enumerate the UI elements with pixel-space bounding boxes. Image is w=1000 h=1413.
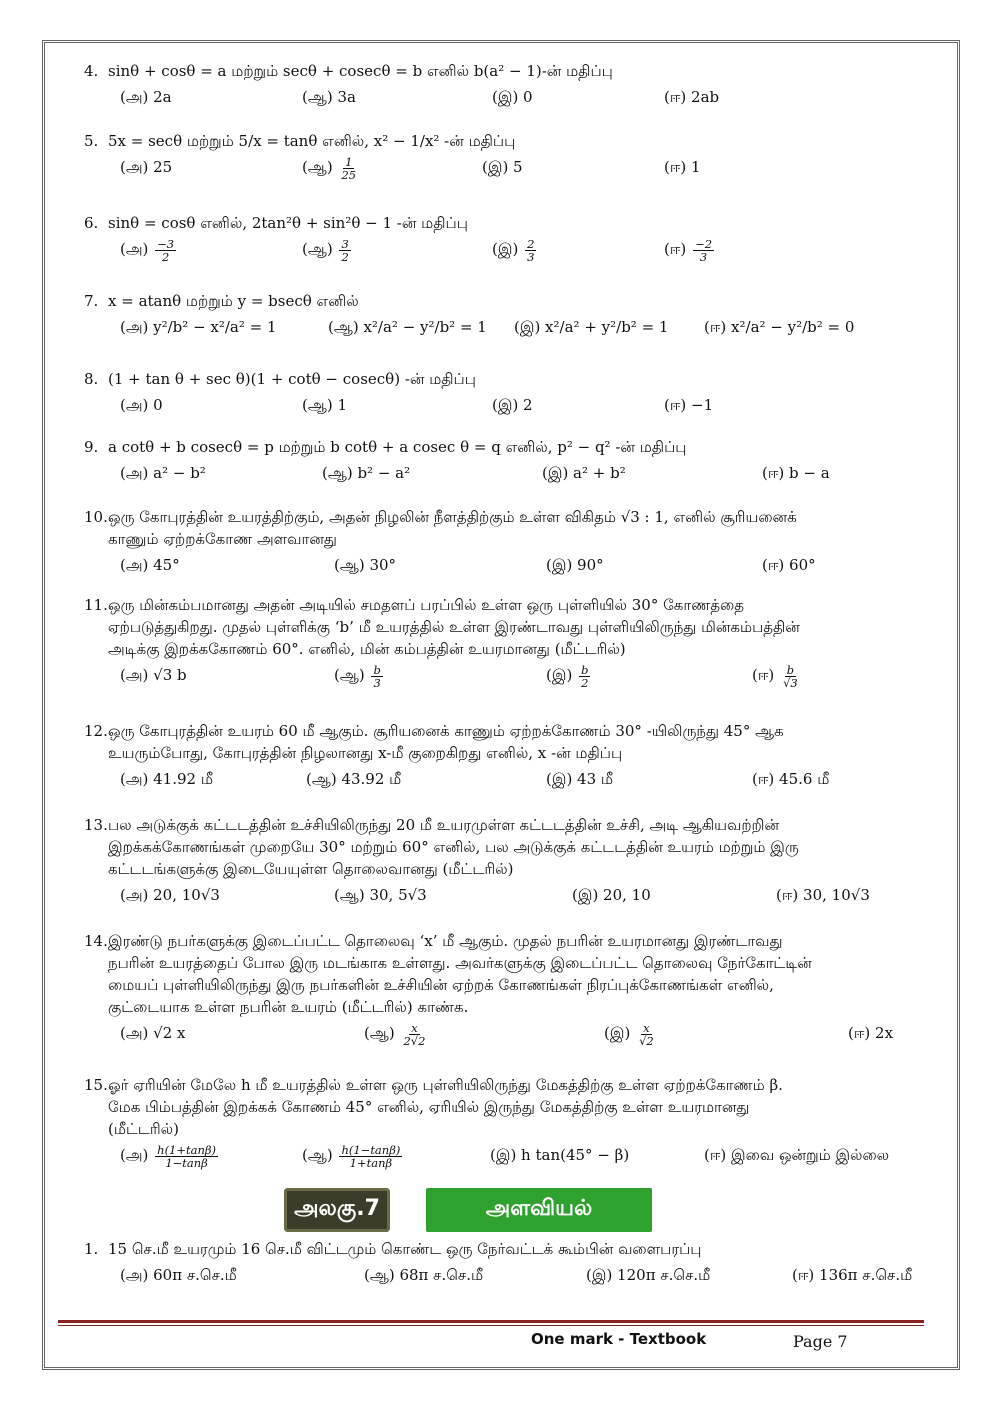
question-14: [84, 930, 920, 1052]
question-1: [84, 1238, 920, 1294]
question-5: [84, 130, 920, 186]
answer-option[interactable]: [792, 1262, 912, 1288]
unit-title-badge: அளவியல்: [426, 1188, 652, 1232]
question-number: 1.: [84, 1240, 99, 1258]
answer-options: [84, 314, 920, 346]
answer-option[interactable]: [664, 236, 716, 263]
option-label: (அ) 20, 10√3: [120, 886, 220, 904]
option-label: (ஆ): [302, 240, 333, 258]
fraction-numerator: x: [643, 1020, 650, 1035]
answer-options: [84, 236, 920, 268]
option-label: (அ) 41.92 மீ: [120, 770, 213, 788]
fraction-numerator: −3: [157, 236, 175, 251]
question-number: 12.: [84, 722, 108, 740]
question-stem: [84, 814, 920, 880]
answer-option[interactable]: [492, 84, 533, 110]
answer-options: [84, 1020, 920, 1052]
question-11: [84, 594, 920, 694]
question-text-line: இரண்டு நபர்களுக்கு இடைப்பட்ட தொலைவு ‘x’ மீ ஆகும். முதல் நபரின் உயரமானது இரண்டாவது: [108, 932, 783, 950]
option-label: (ஈ) 2ab: [664, 88, 720, 106]
question-4: [84, 60, 920, 116]
option-label: (ஈ) −1: [664, 396, 714, 414]
fraction-denominator: 3: [527, 249, 535, 264]
option-label: (ஆ): [334, 666, 365, 684]
option-label: (ஈ) 2x: [848, 1024, 894, 1042]
answer-option[interactable]: [120, 662, 187, 688]
fraction-numerator: h(1−tanβ): [341, 1142, 401, 1157]
question-12: [84, 720, 920, 798]
fraction-numerator: 1: [345, 154, 353, 169]
footer-divider-thin: [58, 1325, 924, 1326]
answer-options: [84, 84, 920, 116]
question-text-line: ஒரு கோபுரத்தின் உயரம் 60 மீ ஆகும். சூரியனைக் காணும் ஏற்றக்கோணம் 30° -யிலிருந்து 45° ஆக: [108, 722, 784, 740]
question-number: 5.: [84, 132, 99, 150]
option-label: (ஆ) 30, 5√3: [334, 886, 427, 904]
question-text-line: a cotθ + b cosecθ = p மற்றும் b cotθ + a cosec θ = q எனில், p² − q² -ன் மதிப்பு: [108, 438, 687, 456]
answer-option[interactable]: [120, 84, 172, 110]
question-stem: [84, 1238, 920, 1260]
answer-option[interactable]: [546, 552, 604, 578]
option-fraction: [339, 238, 350, 263]
answer-option[interactable]: [120, 314, 277, 340]
option-label: (ஆ) b² − a²: [322, 464, 411, 482]
answer-option[interactable]: [492, 236, 538, 263]
question-text-line: அடிக்கு இறக்ககோணம் 60°. எனில், மின் கம்பத்தின் உயரமானது (மீட்டரில்): [108, 640, 626, 658]
answer-options: [84, 460, 920, 492]
question-10: [84, 506, 920, 584]
option-label: (இ) 20, 10: [572, 886, 651, 904]
question-number: 8.: [84, 370, 99, 388]
option-label: (ஆ) 3a: [302, 88, 356, 106]
unit-badge: அலகு.7: [284, 1188, 390, 1232]
option-label: (அ) 0: [120, 396, 163, 414]
question-stem: [84, 368, 920, 390]
question-stem: [84, 130, 920, 152]
option-label: (ஆ): [302, 158, 333, 176]
question-number: 15.: [84, 1076, 108, 1094]
answer-option[interactable]: [302, 1142, 404, 1169]
question-9: [84, 436, 920, 492]
answer-option[interactable]: [322, 460, 410, 486]
answer-option[interactable]: [120, 552, 180, 578]
question-text-line: உயரும்போது, கோபுரத்தின் நிழலானது x-மீ குறைகிறது எனில், x -ன் மதிப்பு: [108, 744, 623, 762]
option-label: (அ) 45°: [120, 556, 180, 574]
option-label: (அ) 2a: [120, 88, 172, 106]
option-fraction: [155, 1144, 218, 1169]
fraction-numerator: b: [373, 662, 381, 677]
question-stem: [84, 594, 920, 660]
question-text-line: மேக பிம்பத்தின் இறக்கக் கோணம் 45° எனில், ஏரியில் இருந்து மேகத்திற்கு உள்ள உயரமானது: [108, 1098, 750, 1116]
question-6: [84, 212, 920, 268]
question-stem: [84, 930, 920, 1018]
option-label: (இ) 5: [482, 158, 523, 176]
option-label: (ஆ) x²/a² − y²/b² = 1: [328, 318, 487, 336]
question-text-line: (1 + tan θ + sec θ)(1 + cotθ − cosecθ) -ன் மதிப்பு: [108, 370, 476, 388]
answer-option[interactable]: [120, 154, 172, 180]
fraction-numerator: 2: [527, 236, 535, 251]
option-fraction: [579, 664, 590, 689]
question-text-line: (மீட்டரில்): [108, 1120, 179, 1138]
question-number: 13.: [84, 816, 108, 834]
option-fraction: [155, 238, 176, 263]
answer-option[interactable]: [776, 882, 870, 908]
question-text-line: 15 செ.மீ உயரமும் 16 செ.மீ விட்டமும் கொண்ட ஒரு நேர்வட்டக் கூம்பின் வளைபரப்பு: [108, 1240, 702, 1258]
question-number: 11.: [84, 596, 108, 614]
answer-option[interactable]: [664, 84, 719, 110]
option-label: (அ) √2 x: [120, 1024, 186, 1042]
option-label: (ஆ) 68π ச.செ.மீ: [364, 1266, 484, 1284]
option-label: (அ) √3 b: [120, 666, 187, 684]
option-label: (ஈ): [752, 666, 775, 684]
answer-option[interactable]: [120, 882, 220, 908]
question-stem: [84, 720, 920, 764]
question-text-line: காணும் ஏற்றக்கோண அளவானது: [108, 530, 337, 548]
option-fraction: [693, 238, 714, 263]
answer-options: [84, 552, 920, 584]
fraction-numerator: b: [786, 662, 795, 677]
answer-option[interactable]: [120, 1142, 220, 1169]
answer-option[interactable]: [302, 154, 360, 181]
fraction-denominator: 1+tanβ: [349, 1155, 393, 1170]
answer-option[interactable]: [752, 766, 829, 792]
answer-option[interactable]: [306, 766, 401, 792]
answer-option[interactable]: [364, 1262, 483, 1288]
fraction-numerator: 3: [341, 236, 349, 251]
option-label: (இ) h tan(45° − β): [490, 1146, 630, 1164]
question-number: 9.: [84, 438, 99, 456]
fraction-denominator: 25: [341, 167, 357, 182]
question-text-line: பல அடுக்குக் கட்டடத்தின் உச்சியிலிருந்து 20 மீ உயரமுள்ள கட்டடத்தின் உச்சி, அடி ஆகியவற்றின்: [108, 816, 780, 834]
question-text-line: நபரின் உயரத்தைப் போல இரு மடங்காக உள்ளது. அவர்களுக்கு இடைப்பட்ட தொலைவு நேர்கோட்டின்: [108, 954, 812, 972]
question-stem: [84, 212, 920, 234]
option-fraction: [339, 156, 358, 181]
option-label: (ஆ) 30°: [334, 556, 397, 574]
option-fraction: [525, 238, 536, 263]
option-label: (ஈ) x²/a² − y²/b² = 0: [704, 318, 855, 336]
option-label: (இ) 90°: [546, 556, 604, 574]
question-text-line: ஓர் ஏரியின் மேலே h மீ உயரத்தில் உள்ள ஒரு புள்ளியிலிருந்து மேகத்திற்கு உள்ள ஏற்றக்கோணம் β.: [108, 1076, 783, 1094]
answer-options: [84, 662, 920, 694]
answer-option[interactable]: [364, 1020, 429, 1047]
option-label: (ஈ) 1: [664, 158, 701, 176]
option-label: (ஈ) 45.6 மீ: [752, 770, 830, 788]
fraction-numerator: x: [411, 1020, 418, 1035]
option-fraction: [339, 1144, 402, 1169]
answer-option[interactable]: [492, 392, 533, 418]
answer-option[interactable]: [302, 84, 356, 110]
fraction-denominator: √2: [639, 1033, 654, 1048]
option-label: (இ): [492, 240, 519, 258]
question-text-line: sinθ = cosθ எனில், 2tan²θ + sin²θ − 1 -ன் மதிப்பு: [108, 214, 468, 232]
answer-option[interactable]: [334, 882, 427, 908]
answer-options: [84, 882, 920, 914]
answer-option[interactable]: [120, 392, 163, 418]
option-fraction: [371, 664, 382, 689]
option-label: (இ): [546, 666, 573, 684]
option-label: (ஈ) 30, 10√3: [776, 886, 870, 904]
fraction-denominator: 2: [341, 249, 349, 264]
answer-options: [84, 1262, 920, 1294]
option-label: (அ) a² − b²: [120, 464, 206, 482]
question-text-line: 5x = secθ மற்றும் 5/x = tanθ எனில், x² − 1/x² -ன் மதிப்பு: [108, 132, 516, 150]
option-label: (இ) 43 மீ: [546, 770, 614, 788]
answer-options: [84, 766, 920, 798]
option-label: (அ) y²/b² − x²/a² = 1: [120, 318, 277, 336]
fraction-numerator: b: [581, 662, 589, 677]
fraction-denominator: 3: [373, 675, 381, 690]
option-label: (இ) 2: [492, 396, 533, 414]
question-number: 4.: [84, 62, 99, 80]
fraction-denominator: 2√2: [403, 1033, 426, 1048]
question-text-line: குட்டையாக உள்ள நபரின் உயரம் (மீட்டரில்) காண்க.: [108, 998, 469, 1016]
question-text-line: x = atanθ மற்றும் y = bsecθ எனில்: [108, 292, 359, 310]
answer-option[interactable]: [586, 1262, 710, 1288]
answer-option[interactable]: [704, 314, 854, 340]
answer-option[interactable]: [482, 154, 523, 180]
answer-option[interactable]: [334, 552, 396, 578]
fraction-denominator: 3: [699, 249, 708, 264]
option-fraction: [781, 664, 800, 689]
answer-option[interactable]: [762, 552, 816, 578]
answer-options: [84, 392, 920, 424]
answer-option[interactable]: [302, 236, 353, 263]
answer-option[interactable]: [704, 1142, 889, 1168]
option-label: (அ) 60π ச.செ.மீ: [120, 1266, 237, 1284]
question-text-line: sinθ + cosθ = a மற்றும் secθ + cosecθ = b எனில் b(a² − 1)-ன் மதிப்பு: [108, 62, 613, 80]
answer-option[interactable]: [334, 662, 385, 689]
answer-option[interactable]: [120, 1262, 237, 1288]
answer-option[interactable]: [490, 1142, 629, 1168]
question-text-line: இறக்கக்கோணங்கள் முறையே 30° மற்றும் 60° எனில், பல அடுக்குக் கட்டடத்தின் உயரம் மற்றும் இரு: [108, 838, 799, 856]
option-label: (இ): [604, 1024, 631, 1042]
fraction-denominator: 2: [161, 249, 170, 264]
answer-option[interactable]: [664, 154, 701, 180]
option-label: (ஈ): [664, 240, 687, 258]
fraction-denominator: √3: [783, 675, 798, 690]
option-label: (ஆ) 43.92 மீ: [306, 770, 402, 788]
question-8: [84, 368, 920, 424]
footer-title: One mark - Textbook: [531, 1330, 707, 1348]
question-number: 6.: [84, 214, 99, 232]
answer-options: [84, 1142, 920, 1174]
option-label: (அ): [120, 240, 149, 258]
question-text-line: கட்டடங்களுக்கு இடையேயுள்ள தொலைவானது (மீட்டரில்): [108, 860, 514, 878]
fraction-denominator: 1−tanβ: [165, 1155, 208, 1170]
question-number: 14.: [84, 932, 108, 950]
option-label: (ஈ) 60°: [762, 556, 816, 574]
answer-option[interactable]: [572, 882, 651, 908]
option-label: (ஆ): [302, 1146, 333, 1164]
answer-option[interactable]: [120, 236, 178, 263]
question-text-line: ஏற்படுத்துகிறது. முதல் புள்ளிக்கு ‘b’ மீ உயரத்தில் உள்ள இரண்டாவது புள்ளியிலிருந்து மின்கம்பத்தின்: [108, 618, 800, 636]
question-number: 7.: [84, 292, 99, 310]
question-stem: [84, 506, 920, 550]
question-number: 10.: [84, 508, 108, 526]
answer-option[interactable]: [604, 1020, 658, 1047]
answer-option[interactable]: [302, 392, 347, 418]
answer-option[interactable]: [328, 314, 487, 340]
answer-option[interactable]: [546, 662, 592, 689]
option-label: (இ) a² + b²: [542, 464, 626, 482]
question-13: [84, 814, 920, 914]
option-label: (ஆ) 1: [302, 396, 347, 414]
option-label: (அ): [120, 1146, 149, 1164]
fraction-numerator: −2: [695, 236, 713, 251]
answer-options: [84, 154, 920, 186]
answer-option[interactable]: [762, 460, 830, 486]
question-stem: [84, 436, 920, 458]
answer-option[interactable]: [546, 766, 613, 792]
option-fraction: [637, 1022, 656, 1047]
answer-option[interactable]: [848, 1020, 893, 1046]
answer-option[interactable]: [120, 766, 213, 792]
fraction-denominator: 2: [581, 675, 589, 690]
footer-divider: [58, 1320, 924, 1323]
question-text-line: ஒரு மின்கம்பமானது அதன் அடியில் சமதளப் பரப்பில் உள்ள ஒரு புள்ளியில் 30° கோணத்தை: [108, 596, 745, 614]
question-7: [84, 290, 920, 346]
question-15: [84, 1074, 920, 1174]
question-stem: [84, 1074, 920, 1140]
option-label: (இ) x²/a² + y²/b² = 1: [514, 318, 669, 336]
question-stem: [84, 60, 920, 82]
option-fraction: [401, 1022, 427, 1047]
option-label: (அ) 25: [120, 158, 173, 176]
question-text-line: ஒரு கோபுரத்தின் உயரத்திற்கும், அதன் நிழலின் நீளத்திற்கும் உள்ள விகிதம் √3 : 1, எனில் சூரியனைக்: [108, 508, 797, 526]
answer-option[interactable]: [752, 662, 802, 689]
answer-option[interactable]: [120, 460, 206, 486]
page-number: Page 7: [793, 1332, 848, 1351]
fraction-numerator: h(1+tanβ): [157, 1142, 217, 1157]
option-label: (ஈ) 136π ச.செ.மீ: [792, 1266, 913, 1284]
option-label: (ஈ) இவை ஒன்றும் இல்லை: [704, 1146, 890, 1164]
option-label: (இ) 120π ச.செ.மீ: [586, 1266, 711, 1284]
option-label: (இ) 0: [492, 88, 533, 106]
question-stem: [84, 290, 920, 312]
question-text-line: மையப் புள்ளியிலிருந்து இரு நபர்களின் உச்சியின் ஏற்றக் கோணங்கள் நிரப்புக்கோணங்கள் எனில்,: [108, 976, 774, 994]
answer-option[interactable]: [514, 314, 668, 340]
option-label: (ஆ): [364, 1024, 395, 1042]
option-label: (ஈ) b − a: [762, 464, 830, 482]
answer-option[interactable]: [542, 460, 626, 486]
answer-option[interactable]: [664, 392, 713, 418]
answer-option[interactable]: [120, 1020, 185, 1046]
